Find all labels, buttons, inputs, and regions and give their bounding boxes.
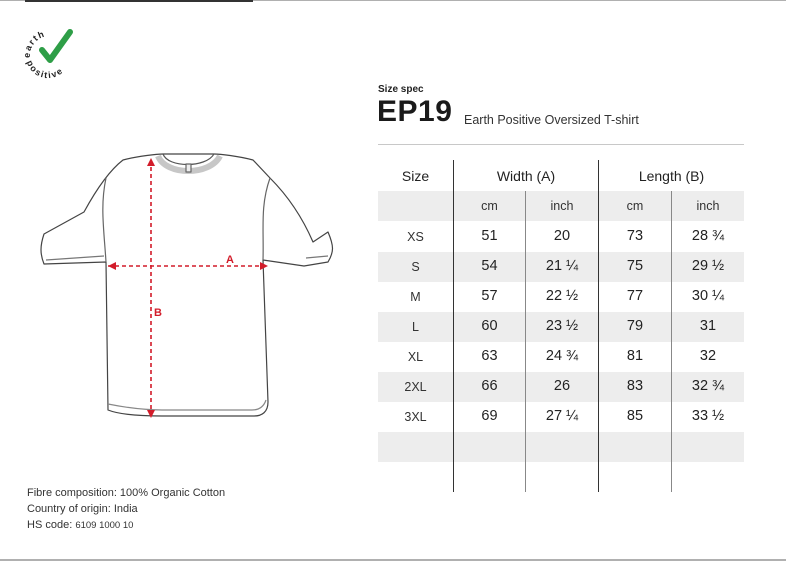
check-icon <box>42 32 70 60</box>
width-cm-cell: 69 <box>481 408 498 424</box>
logo-text-top: earth <box>22 28 47 59</box>
unit-inch: inch <box>696 199 720 213</box>
logo-text-bottom: positive <box>24 58 66 80</box>
length-inch-cell: 28 ¾ <box>691 228 725 244</box>
earth-positive-logo <box>22 28 80 80</box>
bottom-rule <box>0 559 786 561</box>
hs-code-label: HS code: <box>27 519 73 531</box>
table-top-rule <box>378 144 744 145</box>
length-cm-cell: 79 <box>626 318 644 334</box>
width-cm-cell: 63 <box>481 348 498 364</box>
length-cm-cell: 83 <box>626 378 644 394</box>
size-table <box>378 144 744 492</box>
width-inch-cell: 26 <box>553 378 571 394</box>
width-cm-cell: 51 <box>481 228 498 244</box>
width-inch-cell: 24 ¾ <box>545 348 579 364</box>
width-inch-cell: 22 ½ <box>545 288 579 304</box>
svg-text:positive <box>25 59 66 80</box>
product-code: EP19 <box>377 95 453 128</box>
size-cell: XS <box>407 230 424 244</box>
hs-code-value: 6109 1000 10 <box>75 520 134 531</box>
length-inch-cell: 31 <box>699 318 717 334</box>
unit-cm: cm <box>626 199 644 213</box>
row-band <box>378 432 744 462</box>
width-cm-cell: 60 <box>481 318 498 334</box>
width-inch-cell: 27 ¼ <box>545 408 579 424</box>
length-cm-cell: 85 <box>626 408 644 424</box>
fibre-composition: Fibre composition: 100% Organic Cotton <box>27 487 226 499</box>
length-inch-cell: 33 ½ <box>691 408 725 424</box>
header-length: Length (B) <box>638 168 705 184</box>
width-inch-cell: 21 ¼ <box>545 258 579 274</box>
width-cm-cell: 57 <box>481 288 498 304</box>
size-spec-label: Size spec <box>378 84 424 95</box>
product-name: Earth Positive Oversized T-shirt <box>464 113 639 127</box>
size-cell: M <box>410 290 421 304</box>
header-size: Size <box>401 168 430 184</box>
size-cell: S <box>411 260 420 274</box>
width-inch-cell: 20 <box>553 228 571 244</box>
length-cm-cell: 73 <box>626 228 644 244</box>
length-cm-cell: 75 <box>626 258 644 274</box>
hs-code <box>27 519 133 531</box>
unit-cm: cm <box>481 199 498 213</box>
top-rule-accent <box>25 0 253 2</box>
country-of-origin: Country of origin: India <box>27 503 138 515</box>
width-inch-cell: 23 ½ <box>545 318 579 334</box>
size-cell: XL <box>407 350 424 364</box>
width-cm-cell: 66 <box>481 378 498 394</box>
size-cell: 2XL <box>404 380 427 394</box>
length-inch-cell: 32 ¾ <box>691 378 725 394</box>
size-cell: 3XL <box>404 410 427 424</box>
width-cm-cell: 54 <box>481 258 498 274</box>
length-inch-cell: 29 ½ <box>691 258 725 274</box>
header-width: Width (A) <box>496 168 556 184</box>
tshirt-diagram <box>38 150 338 425</box>
length-inch-cell: 30 ¼ <box>691 288 725 304</box>
length-label: B <box>154 307 162 319</box>
length-cm-cell: 81 <box>626 348 644 364</box>
length-inch-cell: 32 <box>699 348 717 364</box>
size-cell: L <box>412 320 419 334</box>
width-label: A <box>226 254 234 266</box>
unit-inch: inch <box>550 199 574 213</box>
length-cm-cell: 77 <box>626 288 644 304</box>
